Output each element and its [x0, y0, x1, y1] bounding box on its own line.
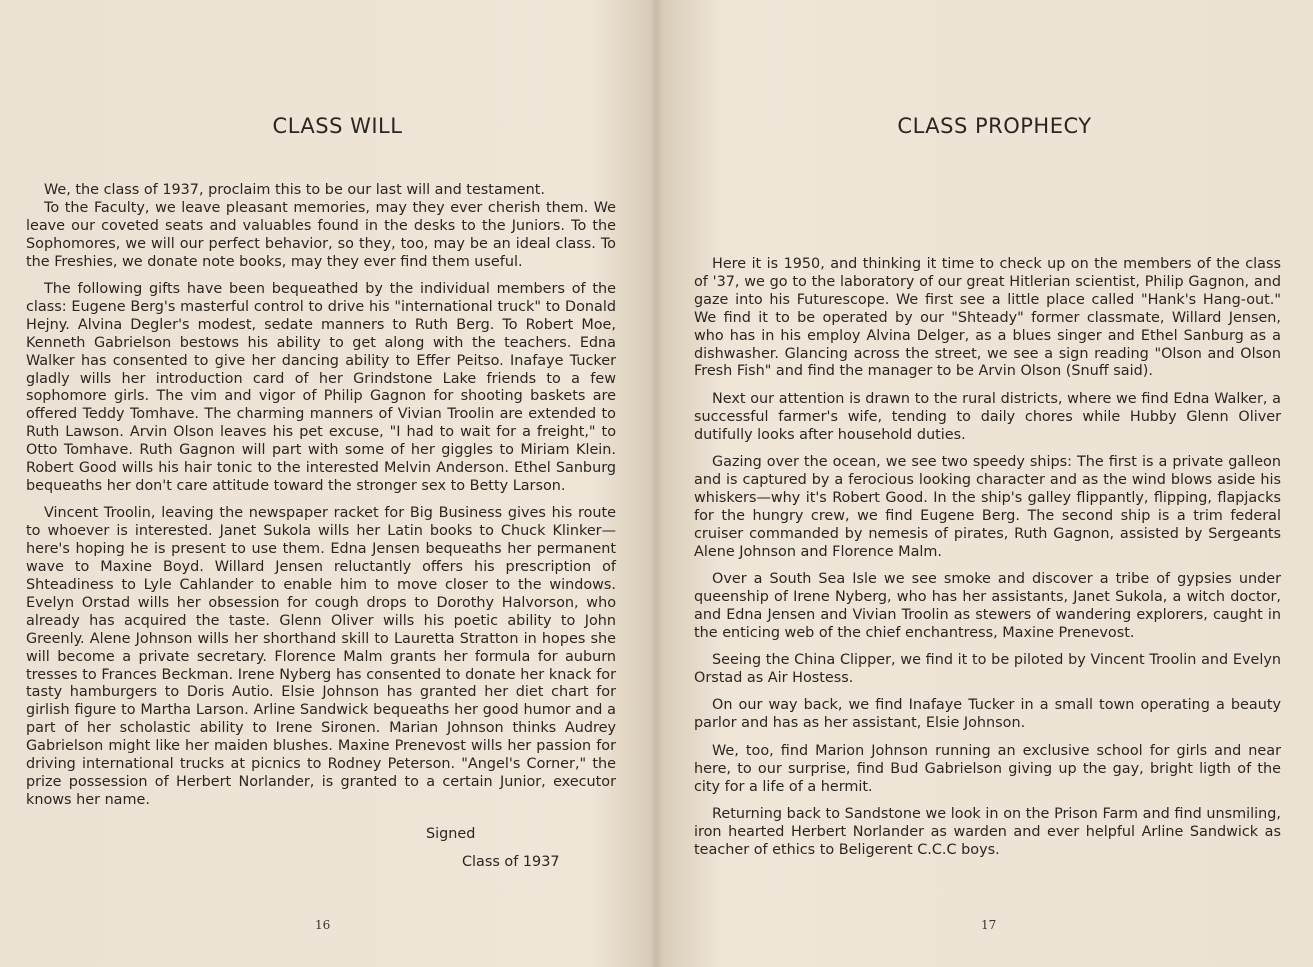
- prophecy-paragraph: Returning back to Sandstone we look in on the Prison Farm and find unsmiling, iron hearted Herbert Norlander as warden and ever helpful Arline Sandwick as teacher of ethics to Beligerent C.C.C boys.: [694, 805, 1281, 858]
- will-paragraph: Vincent Troolin, leaving the newspaper racket for Big Business gives his route to whoever is interested. Janet Sukola wills her Latin books to Chuck Klinker—here's hoping he is present to use them. Edna Jensen bequeaths her permanent wave to Maxine Boyd. Willard Jensen reluctantly offers his prescription of Shteadiness to Lyle Cahlander to enable him to move closer to the windows. Evelyn Orstad wills her obsession for cough drops to Dorothy Halvorson, who already has acquired the taste. Glenn Oliver wills his poetic ability to John Greenly. Alene Johnson wills her shorthand skill to Lauretta Stratton in hopes she will become a private secretary. Florence Malm grants her formula for auburn tresses to Frances Beckman. Irene Nyberg has consented to donate her knack for tasty hamburgers to Doris Autio. Elsie Johnson has granted her diet chart for girlish figure to Martha Larson. Arline Sandwick bequeaths her good humor and a part of her scholastic ability to Irene Sironen. Marian Johnson thinks Audrey Gabrielson might like her maiden blushes. Maxine Prenevost wills her passion for driving international trucks at picnics to Rodney Peterson. "Angel's Corner," the prize possession of Herbert Norlander, is granted to a certain Junior, executor knows her name.: [26, 505, 616, 808]
- will-paragraph: The following gifts have been bequeathed by the individual members of the class: Eugene Berg's masterful control to drive his "international truck" to Donald Hejny. Alvina Degler's modest, sedate manners to Ruth Berg. To Robert Moe, Kenneth Gabrielson bestows his ability to get along with the teachers. Edna Walker has consented to give her dancing ability to Effer Peitso. Inafaye Tucker gladly wills her introduction card of her Grindstone Lake friends to a few sophomore girls. The vim and vigor of Philip Gagnon for shooting baskets are offered Teddy Tomhave. The charming manners of Vivian Troolin are extended to Ruth Lawson. Arvin Olson leaves his pet excuse, "I had to wait for a freight," to Otto Tomhave. Ruth Gagnon will part with some of her giggles to Miriam Klein. Robert Good wills his hair tonic to the interested Melvin Anderson. Ethel Sanburg bequeaths her don't care attitude toward the stronger sex to Betty Larson.: [26, 281, 616, 494]
- prophecy-paragraph: Over a South Sea Isle we see smoke and discover a tribe of gypsies under queenship of Irene Nyberg, who has her assistants, Janet Sukola, a witch doctor, and Edna Jensen and Vivian Troolin as stewers of wandering explorers, caught in the enticing web of the chief enchantress, Maxine Prenevost.: [694, 571, 1281, 641]
- will-paragraph: We, the class of 1937, proclaim this to be our last will and testament.: [44, 182, 545, 198]
- prophecy-paragraph: Gazing over the ocean, we see two speedy ships: The first is a private galleon and is captured by a ferocious looking character and as the wind blows aside his whiskers—why it's Robert Good. In the ship's galley flippantly, flipping, flapjacks for the hungry crew, we find Eugene Berg. The second ship is a trim federal cruiser commanded by nemesis of pirates, Ruth Gagnon, assisted by Sergeants Alene Johnson and Florence Malm.: [694, 454, 1281, 560]
- class-will-body: [26, 182, 616, 819]
- will-paragraph: To the Faculty, we leave pleasant memories, may they ever cherish them. We leave our coveted seats and valuables found in the desks to the Juniors. To the Sophomores, we will our perfect behavior, so they, too, may be an ideal class. To the Freshies, we donate note books, may they ever find them useful.: [26, 199, 616, 270]
- signed-label: Signed: [426, 826, 476, 842]
- right-page: [656, 0, 1313, 967]
- signature: Class of 1937: [462, 854, 560, 870]
- left-page: [0, 0, 655, 967]
- class-prophecy-body: [694, 256, 1281, 869]
- class-will-title: CLASS WILL: [272, 114, 403, 138]
- prophecy-paragraph: We, too, find Marion Johnson running an exclusive school for girls and near here, to our surprise, find Bud Gabrielson giving up the gay, bright ligth of the city for a life of a hermit.: [694, 742, 1281, 795]
- prophecy-paragraph: Here it is 1950, and thinking it time to check up on the members of the class of '37, we go to the laboratory of our great Hitlerian scientist, Philip Gagnon, and gaze into his Futurescope. We first see a little place called "Hank's Hang-out." We find it to be operated by our "Shteady" former classmate, Willard Jensen, who has in his employ Alvina Delger, as a blues singer and Ethel Sanburg as a dishwasher. Glancing across the street, we see a sign reading "Olson and Olson Fresh Fish" and find the manager to be Arvin Olson (Snuff said).: [694, 256, 1281, 380]
- prophecy-paragraph: Seeing the China Clipper, we find it to be piloted by Vincent Troolin and Evelyn Orstad as Air Hostess.: [694, 652, 1281, 687]
- prophecy-paragraph: On our way back, we find Inafaye Tucker in a small town operating a beauty parlor and has as her assistant, Elsie Johnson.: [694, 697, 1281, 732]
- prophecy-paragraph: Next our attention is drawn to the rural districts, where we find Edna Walker, a successful farmer's wife, tending to daily chores while Hubby Glenn Oliver dutifully looks after household duties.: [694, 390, 1281, 443]
- page-number: 16: [315, 918, 331, 932]
- class-prophecy-title: CLASS PROPHECY: [897, 114, 1092, 138]
- page-number: 17: [981, 918, 997, 932]
